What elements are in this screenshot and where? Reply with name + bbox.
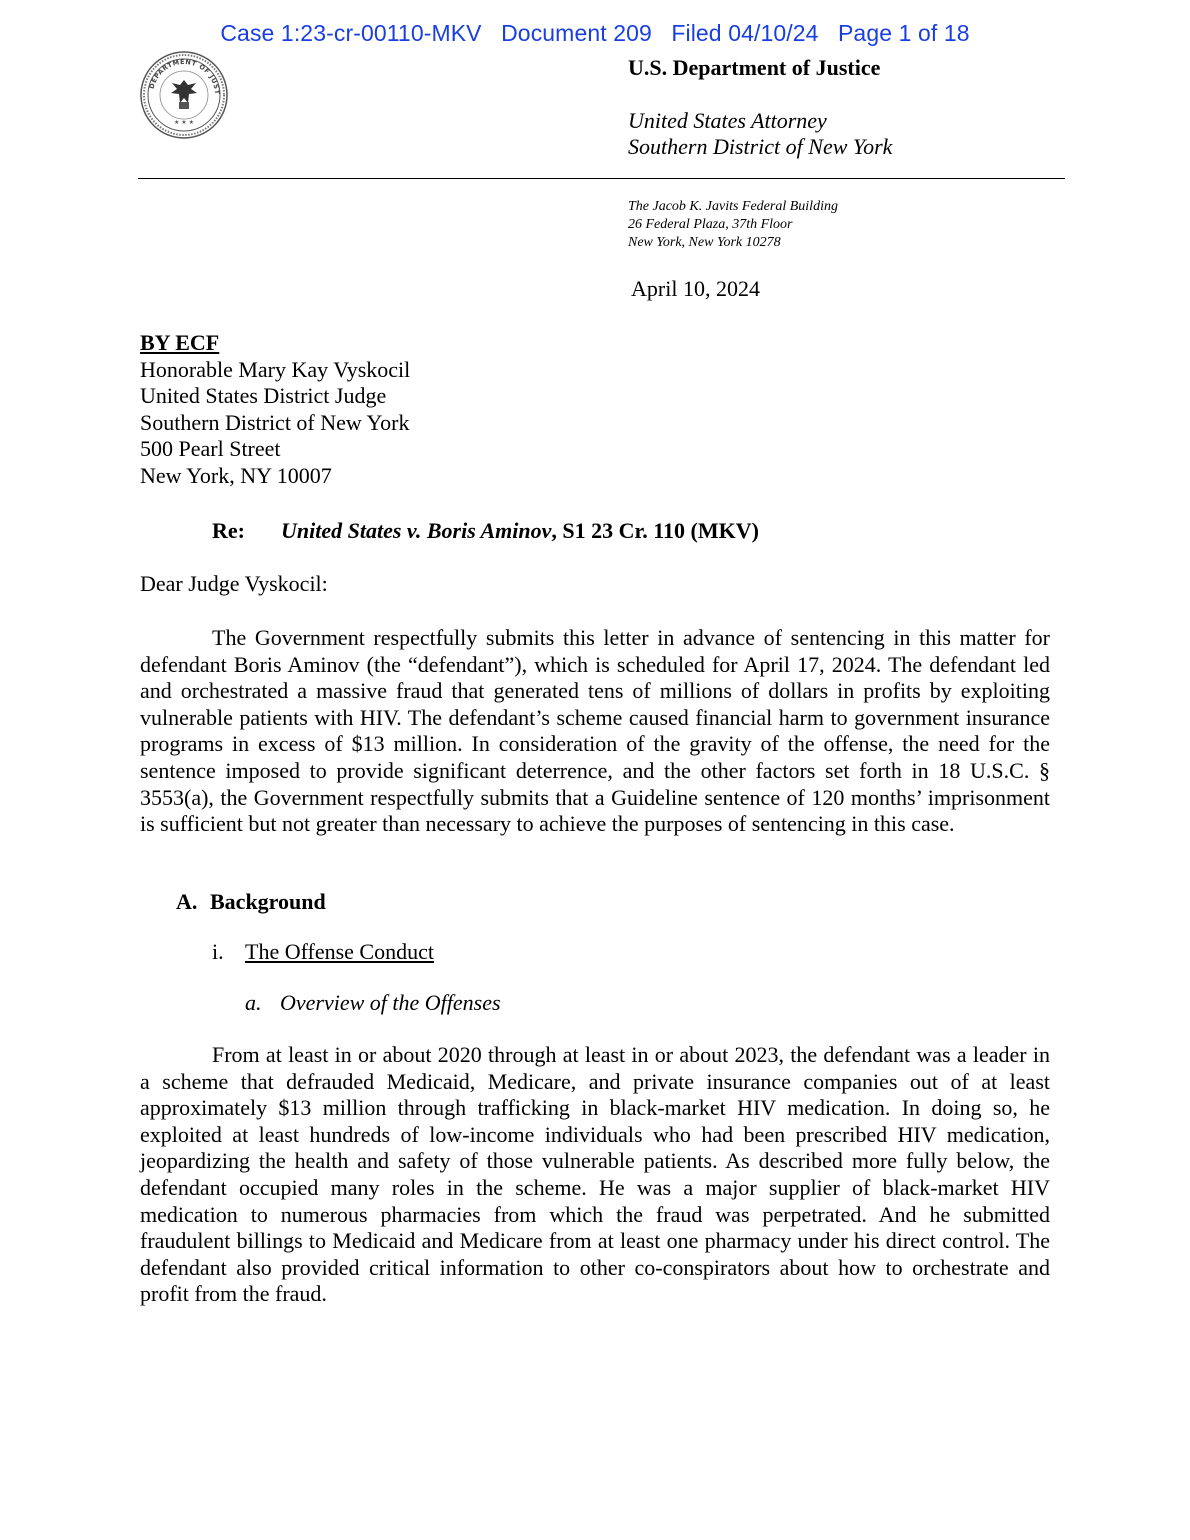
re-line xyxy=(212,518,759,544)
address-line-3: New York, New York 10278 xyxy=(628,235,781,250)
delivery-method: BY ECF xyxy=(140,330,220,355)
office-line-1: United States Attorney xyxy=(628,108,827,133)
recipient-line-3: Southern District of New York xyxy=(140,409,410,435)
address-line-2: 26 Federal Plaza, 37th Floor xyxy=(628,217,793,232)
re-label: Re: xyxy=(212,518,245,543)
recipient-line-4: 500 Pearl Street xyxy=(140,436,281,462)
case-number: , S1 23 Cr. 110 (MKV) xyxy=(551,518,759,543)
section-i-title: The Offense Conduct xyxy=(245,939,434,964)
case-name: United States v. Boris Aminov xyxy=(281,518,552,543)
doj-seal-icon xyxy=(139,50,229,140)
section-a-title: Background xyxy=(210,889,326,914)
recipient-line-2: United States District Judge xyxy=(140,383,387,409)
address-line-1: The Jacob K. Javits Federal Building xyxy=(628,199,838,214)
subsection-a-title: Overview of the Offenses xyxy=(280,990,501,1015)
ecf-filing-header: Case 1:23-cr-00110-MKV Document 209 Filed 04/10/24 Page 1 of 18 xyxy=(220,20,970,46)
subsection-heading-a xyxy=(245,990,501,1016)
recipient-block xyxy=(140,330,410,490)
office-address xyxy=(628,198,838,252)
svg-text:DEPARTMENT OF JUSTICE: DEPARTMENT OF JUST xyxy=(147,57,222,96)
recipient-line-5: New York, NY 10007 xyxy=(140,462,332,488)
office-name xyxy=(628,108,892,160)
body-paragraph-2 xyxy=(140,1042,1050,1308)
body-paragraph-1 xyxy=(140,625,1050,838)
paragraph-2-text: From at least in or about 2020 through at least in or about 2023, the defendant was a leader in a scheme that defrauded Medicaid, Medicare, and private insurance companies out of at least approximately $13 million through trafficking in black-market HIV medication. In doing so, he exploited at least hundreds of low-income individuals who had been prescribed HIV medication, jeopardizing the health and safety of those vulnerable patients. As described more fully below, the defendant occupied many roles in the scheme. He was a major supplier of black-market HIV medication to numerous pharmacies from which the fraud was perpetrated. And he submitted fraudulent billings to Medicaid and Medicare from at least one pharmacy under his direct control. The defendant also provided critical information to other co-conspirators about how to orchestrate and profit from the fraud. xyxy=(140,1042,1050,1307)
department-name: U.S. Department of Justice xyxy=(628,55,881,80)
subsection-a-number: a. xyxy=(245,990,262,1015)
section-heading-a xyxy=(176,889,326,915)
salutation: Dear Judge Vyskocil: xyxy=(140,571,328,596)
paragraph-1-text: The Government respectfully submits this letter in advance of sentencing in this matter for defendant Boris Aminov (the “defendant”), which is scheduled for April 17, 2024. The defendant led and orchestrated a massive fraud that generated tens of millions of dollars in profits by exploiting vulnerable patients with HIV. The defendant’s scheme caused financial harm to government insurance programs in excess of $13 million. In consideration of the gravity of the offense, the need for the sentence imposed to provide significant deterrence, and the other factors set forth in 18 U.S.C. § 3553(a), the Government respectfully submits that a Guideline sentence of 120 months’ imprisonment is sufficient but not greater than necessary to achieve the purposes of sentencing in this case. xyxy=(140,625,1050,837)
letter-date: April 10, 2024 xyxy=(631,276,760,301)
office-line-2: Southern District of New York xyxy=(628,134,893,159)
letterhead-divider xyxy=(138,178,1065,179)
section-a-number: A. xyxy=(176,889,198,914)
svg-text:★ ★ ★: ★ ★ ★ xyxy=(174,119,194,126)
section-heading-i xyxy=(212,939,434,965)
section-i-number: i. xyxy=(212,939,224,964)
recipient-line-1: Honorable Mary Kay Vyskocil xyxy=(140,356,411,382)
